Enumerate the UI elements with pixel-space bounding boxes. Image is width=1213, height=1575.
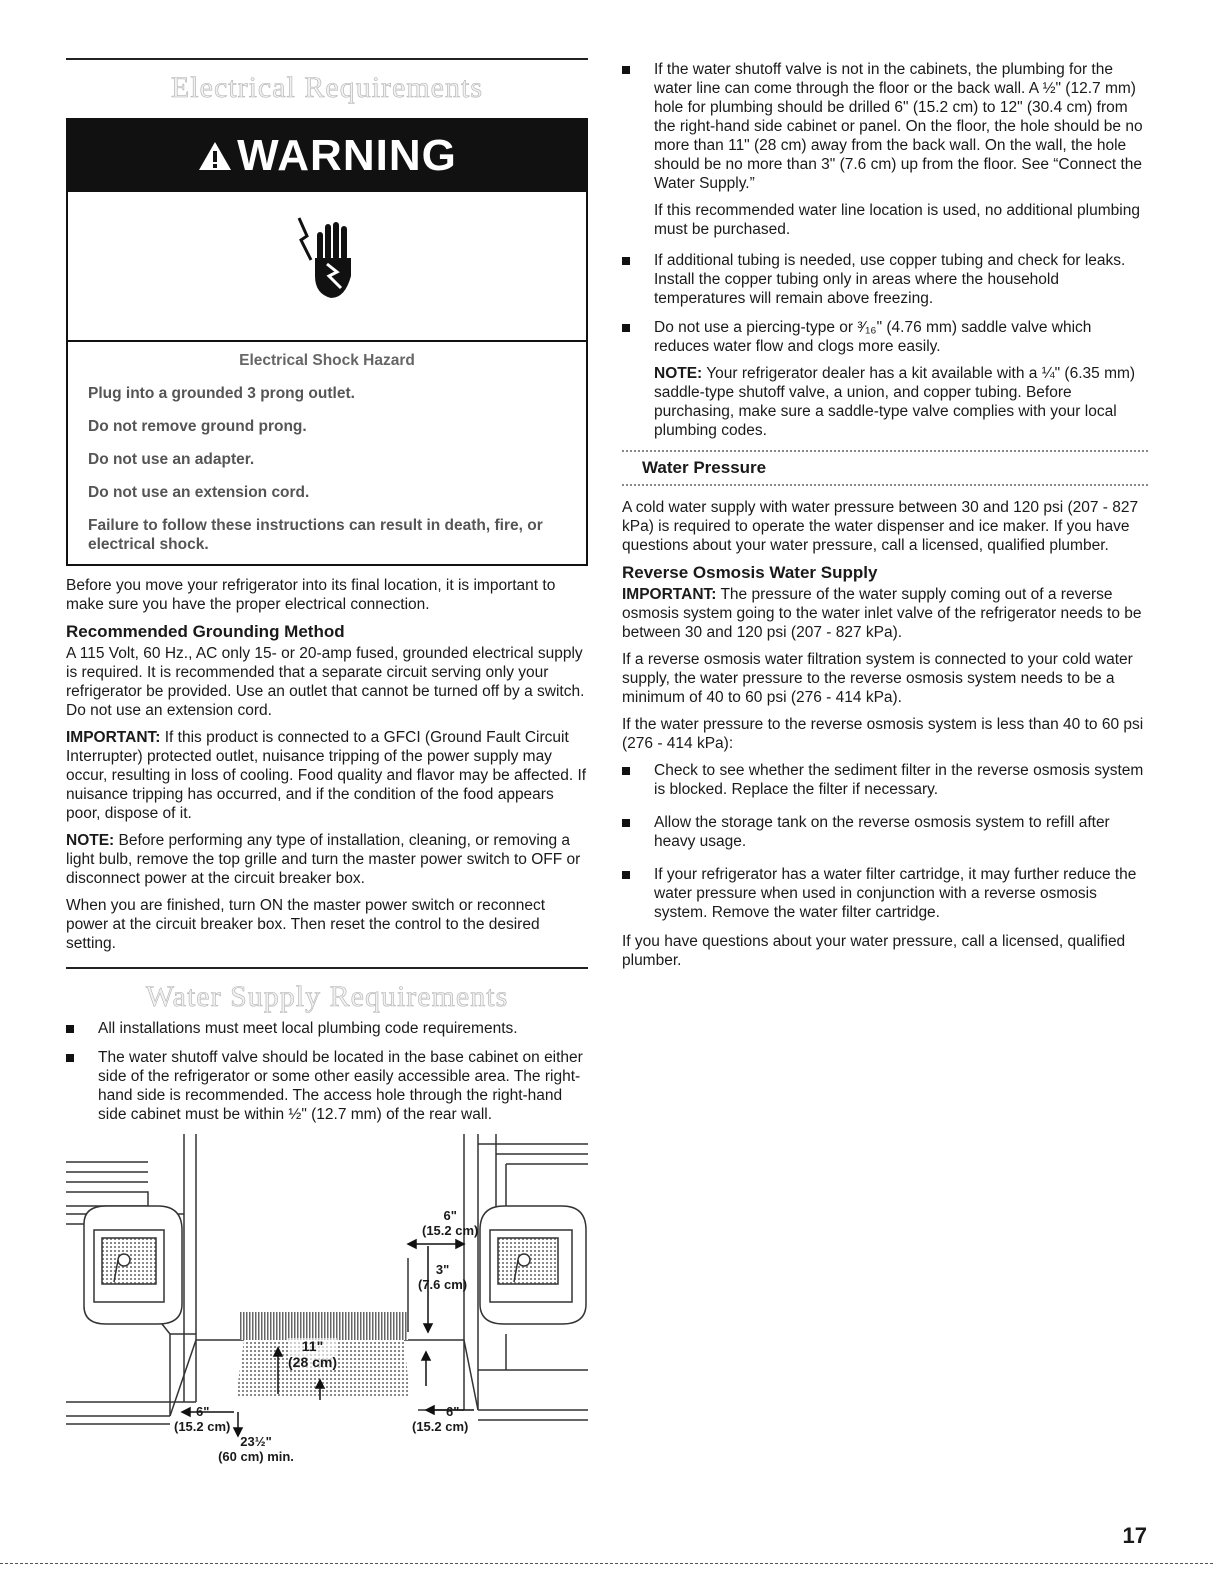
grounding-heading: Recommended Grounding Method xyxy=(66,622,345,641)
warning-header xyxy=(68,120,586,192)
list-item: All installations must meet local plumbing code requirements. xyxy=(66,1019,588,1038)
dim-value: (7.6 cm) xyxy=(418,1277,468,1292)
note-text: Before performing any type of installation, cleaning, or removing a light bulb, remove the top grille and turn the master power switch to OFF or disconnect power at the circuit breaker box. xyxy=(66,832,581,887)
list-item: Check to see whether the sediment filter in the reverse osmosis system is blocked. Replace the filter if necessary. xyxy=(622,761,1148,799)
hazard-title: Electrical Shock Hazard xyxy=(239,352,415,369)
hazard-line: Plug into a grounded 3 prong outlet. xyxy=(88,385,355,402)
electrical-section-title: Electrical Requirements xyxy=(170,71,484,104)
water-pressure-heading: Water Pressure xyxy=(642,458,767,477)
footer-rule xyxy=(0,1563,1213,1564)
note-paragraph xyxy=(66,831,588,888)
cabinet-diagram-drawing xyxy=(66,1134,588,1466)
list-item: If additional tubing is needed, use copper tubing and check for leaks. Install the copper tubing only in areas where the household temperatures will remain above freezing. xyxy=(622,251,1148,308)
list-item: The water shutoff valve should be located in the base cabinet on either side of the refrigerator or some other easily accessible area. The right-hand side is recommended. The access hole through the right-hand side cabinet must be within ½" (12.7 mm) of the rear wall. xyxy=(66,1048,588,1124)
dim-value: (15.2 cm) xyxy=(412,1419,469,1434)
important-paragraph xyxy=(66,728,588,823)
divider xyxy=(622,484,1148,486)
page-number: 17 xyxy=(1122,1523,1147,1548)
warning-text xyxy=(68,342,586,564)
dim-label-top-6 xyxy=(422,1208,478,1238)
water-pressure-text: A cold water supply with water pressure between 30 and 120 psi (207 - 827 kPa) is required to operate the water dispenser and ice maker. If you have questions about your water pressure, call a licensed, qualified plumber. xyxy=(622,499,1139,554)
dim-label-right-6 xyxy=(412,1404,468,1434)
list-item: If the water shutoff valve is not in the cabinets, the plumbing for the water line can come through the floor or the back wall. A ½" (12.7 mm) hole for plumbing should be drilled 6" (15.2 cm) to 12" (30.4 cm) from the right-hand side cabinet or panel. On the floor, the hole should be no more than 11" (28 cm) away from the back wall. On the wall, the hole should be no more than 3" (7.6 cm) up from the floor. See “Connect the Water Supply.” xyxy=(622,60,1148,193)
dim-value: 6" xyxy=(443,1208,457,1223)
note-label: NOTE: xyxy=(66,832,115,849)
closing-text: If you have questions about your water pressure, call a licensed, qualified plumber. xyxy=(622,933,1126,969)
important-label: IMPORTANT: xyxy=(622,586,717,603)
right-column xyxy=(622,60,1148,978)
dim-value: 6" xyxy=(446,1404,460,1419)
grounding-text: A 115 Volt, 60 Hz., AC only 15- or 20-amp fused, grounded electrical supply is required. It is recommended that a separate circuit serving only your refrigerator be provided. Use an outlet that cannot be turned off by a switch. Do not use an extension cord. xyxy=(66,645,585,719)
water-supply-bullets xyxy=(66,1019,588,1124)
hazard-line: Failure to follow these instructions can result in death, fire, or electrical shock. xyxy=(88,517,543,553)
plumbing-followup: If this recommended water line location is used, no additional plumbing must be purchased. xyxy=(654,202,1140,238)
ro-paragraph: If a reverse osmosis water filtration system is connected to your cold water supply, the water pressure to the reverse osmosis system needs to be a minimum of 40 to 60 psi (276 - 414 kPa). xyxy=(622,651,1133,706)
section-rule xyxy=(66,58,588,60)
hazard-line: Do not use an extension cord. xyxy=(88,484,310,501)
cabinet-diagram xyxy=(66,1134,588,1466)
important-label: IMPORTANT: xyxy=(66,729,161,746)
dim-value: (15.2 cm) xyxy=(174,1419,231,1434)
dim-value: 6" xyxy=(196,1404,210,1419)
important-text: If this product is connected to a GFCI (Ground Fault Circuit Interrupter) protected outlet, nuisance tripping of the power supply may occur, resulting in loss of cooling. Food quality and flavor may be affected. If nuisance tripping has occurred, and if the condition of the food appears poor, dispose of it. xyxy=(66,729,587,822)
dim-label-left-6 xyxy=(174,1404,230,1434)
dim-label-width xyxy=(216,1434,296,1464)
reverse-osmosis-heading: Reverse Osmosis Water Supply xyxy=(622,563,878,582)
ro-important-paragraph xyxy=(622,585,1148,642)
warning-triangle-icon xyxy=(197,122,233,194)
dim-value: 23½" xyxy=(240,1434,272,1449)
dim-value: 11" xyxy=(301,1338,324,1354)
right-sink xyxy=(480,1206,586,1324)
tubing-bullets xyxy=(622,251,1148,356)
left-column xyxy=(66,58,588,1466)
note-label: NOTE: xyxy=(654,365,703,382)
dim-value: (15.2 cm) xyxy=(422,1223,479,1238)
list-item: Allow the storage tank on the reverse osmosis system to refill after heavy usage. xyxy=(622,813,1148,851)
ro-paragraph: If the water pressure to the reverse osmosis system is less than 40 to 60 psi (276 - 414 kPa): xyxy=(622,716,1144,752)
ro-bullets xyxy=(622,761,1148,922)
hazard-line: Do not remove ground prong. xyxy=(88,418,307,435)
water-section-title: Water Supply Requirements xyxy=(145,980,509,1013)
section-rule xyxy=(66,967,588,969)
list-item: If your refrigerator has a water filter cartridge, it may further reduce the water pressure when used in conjunction with a reverse osmosis system. Remove the water filter cartridge. xyxy=(622,865,1148,922)
finished-text: When you are finished, turn ON the master power switch or reconnect power at the circuit breaker box. Then reset the control to the desired setting. xyxy=(66,897,545,952)
electrical-intro: Before you move your refrigerator into its final location, it is important to make sure you have the proper electrical connection. xyxy=(66,577,556,613)
dim-value: 3" xyxy=(435,1262,450,1277)
warning-label: WARNING xyxy=(237,131,457,180)
hazard-line: Do not use an adapter. xyxy=(88,451,255,468)
shock-hazard-area xyxy=(68,192,586,342)
plumbing-bullets xyxy=(622,60,1148,193)
warning-box xyxy=(66,118,588,566)
list-item: Do not use a piercing-type or ³⁄₁₆" (4.76 mm) saddle valve which reduces water flow and clogs more easily. xyxy=(622,318,1148,356)
note-text: Your refrigerator dealer has a kit available with a ¼" (6.35 mm) saddle-type shutoff valve, a union, and copper tubing. Before purchasing, make sure a saddle-type valve complies with your local plumbing codes. xyxy=(654,365,1136,439)
left-sink xyxy=(84,1206,182,1324)
dim-value: (28 cm) xyxy=(288,1354,338,1370)
dim-label-floor-11 xyxy=(288,1338,337,1370)
kit-note xyxy=(622,364,1148,440)
shock-hand-icon xyxy=(293,214,363,304)
divider xyxy=(622,450,1148,452)
dim-label-mid-3 xyxy=(418,1262,467,1292)
important-text: The pressure of the water supply coming out of a reverse osmosis system going to the water inlet valve of the refrigerator needs to be between 30 and 120 psi (207 - 827 kPa). xyxy=(622,586,1142,641)
dim-value: (60 cm) min. xyxy=(218,1449,294,1464)
